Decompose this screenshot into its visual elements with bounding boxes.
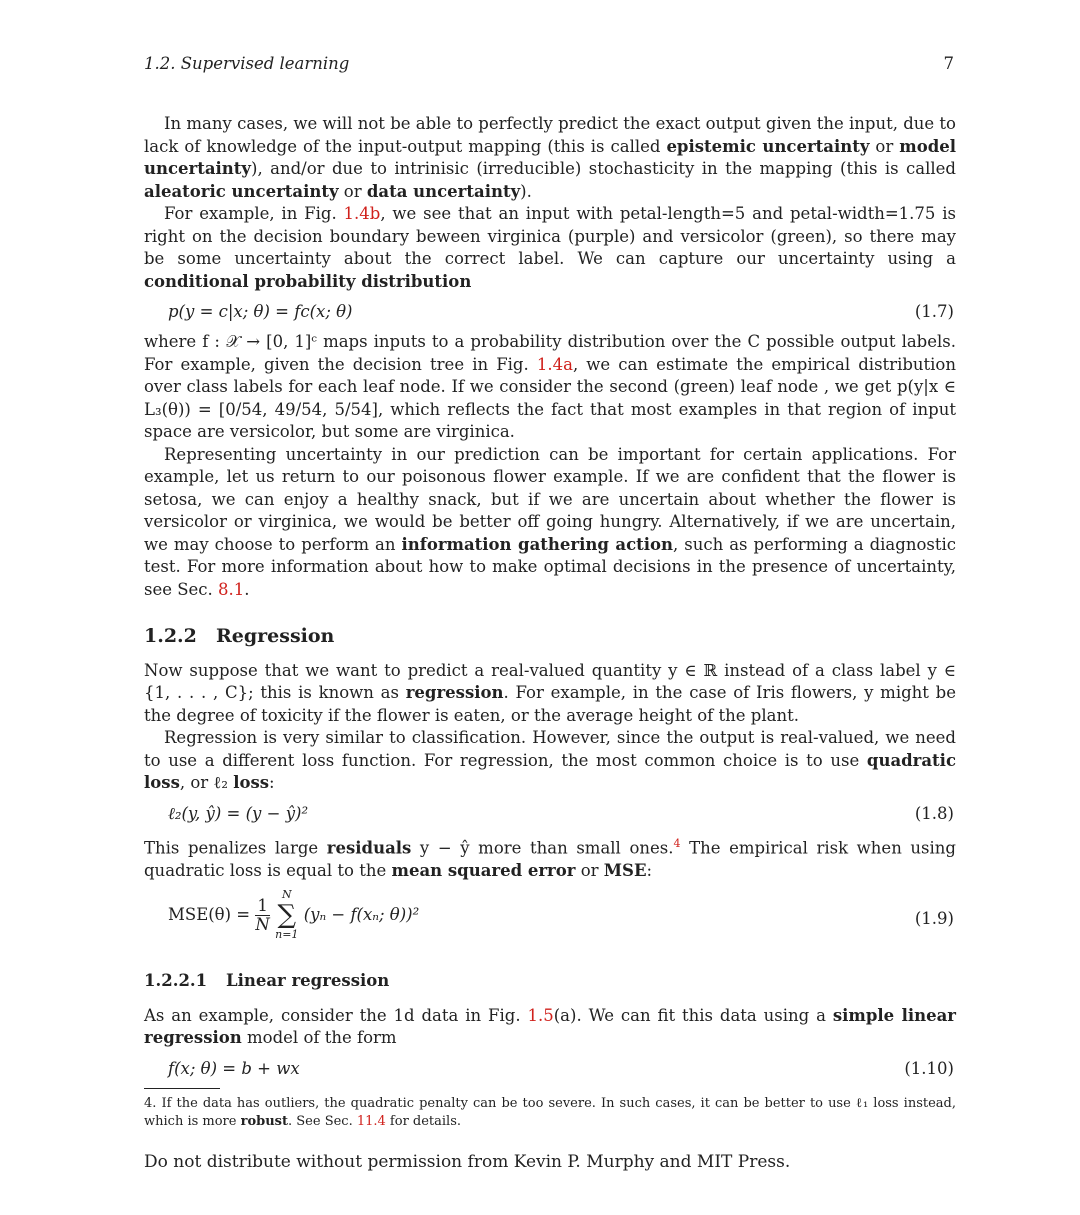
figure-link[interactable]: 1.5 (527, 1005, 554, 1025)
paragraph-where: where f : 𝒳 → [0, 1]ᶜ maps inputs to a probability distribution over the C possible output labels. For example, given the decision tree in Fig. 1.4a, we can estimate the empirical distribution over class labels for each leaf node. If we consider the second (green) leaf node , we get p(y|x ∈ L₃(θ)) = [0/54, 49/54, 5/54], which reflects the fact that most examples in that region of input space are versicolor, but some are virginica. (144, 332, 956, 441)
header-section: 1.2. Supervised learning (144, 54, 350, 73)
paragraph-loss: Regression is very similar to classification. However, since the output is real-valued, we need to use a different loss function. For regression, the most common choice is to use quadratic loss, or ℓ₂ loss: (144, 728, 956, 792)
section-link[interactable]: 11.4 (356, 1113, 386, 1129)
footnote-marker[interactable]: 4 (673, 836, 681, 850)
paragraph-uncertainty: In many cases, we will not be able to perfectly predict the exact output given the input, due to lack of knowledge of the input-output mapping (this is called epistemic uncertainty or model uncertainty), and/or due to intrinisic (irreducible) stochasticity in the mapping (this is called aleatoric uncertainty or data uncertainty). (144, 114, 957, 201)
equation-number: (1.8) (914, 803, 954, 823)
equation-1-9: MSE(θ) = $\frac{1}{N}$ N ∑ n=1 (yₙ − f(xₙ; θ))² (1.9) (168, 888, 954, 941)
subsection-heading: 1.2.2.1 Linear regression (144, 971, 390, 990)
equation-number: (1.7) (914, 302, 954, 321)
paragraph-regression: Now suppose that we want to predict a real-valued quantity y ∈ ℝ instead of a class label y ∈ {1, . . . , C}; this is known as regression. For example, in the case of Iris flowers, y might be the degree of toxicity if the flower is eaten, or the average height of the plant. (144, 660, 956, 725)
paragraph-residuals: This penalizes large residuals y − ŷ more than small ones.$^4$ The empirical risk when using quadratic loss is equal to the mean squared error or MSE: (144, 836, 956, 880)
page-number: 7 (943, 54, 954, 73)
equation-number: (1.9) (914, 909, 954, 928)
sum-operator: N ∑ n=1 (275, 888, 299, 941)
page-footer: Do not distribute without permission from Kevin P. Murphy and MIT Press. (144, 1152, 791, 1172)
section-heading: 1.2.2 Regression (144, 625, 335, 647)
section-link[interactable]: 8.1 (218, 579, 245, 599)
equation-number: (1.10) (904, 1058, 954, 1078)
footnote: 4. If the data has outliers, the quadratic penalty can be too severe. In such cases, it can be better to use ℓ₁ loss instead, which is more robust. See Sec. 11.4 for details. (144, 1095, 956, 1129)
fraction: $\frac{1}{N}$ (255, 895, 270, 934)
footnote-rule (144, 1088, 220, 1089)
paragraph-linear: As an example, consider the 1d data in Fig. 1.5(a). We can fit this data using a simple linear regression model of the form (144, 1005, 956, 1047)
equation-1-8: ℓ₂(y, ŷ) = (y − ŷ)² (1.8) (144, 803, 956, 827)
equation-1-10: f(x; θ) = b + wx (1.10) (144, 1058, 956, 1082)
figure-link[interactable]: 1.4b (343, 204, 381, 223)
paragraph-representing: Representing uncertainty in our prediction can be important for certain applications. For example, let us return to our poisonous flower example. If we are confident that the flower is setosa, we can enjoy a healthy snack, but if we are uncertain about whether the flower is versicolor or virginica, we would be better off going hungry. Alternatively, if we are uncertain, we may choose to perform an information gathering action, such as performing a diagnostic test. For more information about how to make optimal decisions in the presence of uncertainty, see Sec. 8.1. (144, 444, 957, 599)
running-header (144, 53, 956, 77)
equation-1-7: p(y = c|x; θ) = fc(x; θ) (1.7) (144, 301, 956, 325)
figure-link[interactable]: 1.4a (536, 354, 573, 374)
paragraph-example: For example, in Fig. 1.4b, we see that an input with petal-length=5 and petal-width=1.75 is right on the decision boundary beween virginica (purple) and versicolor (green), so there may be some uncertainty about the correct label. We can capture our uncertainty using a conditional probability distribution (144, 204, 956, 291)
page-body (144, 113, 956, 1131)
